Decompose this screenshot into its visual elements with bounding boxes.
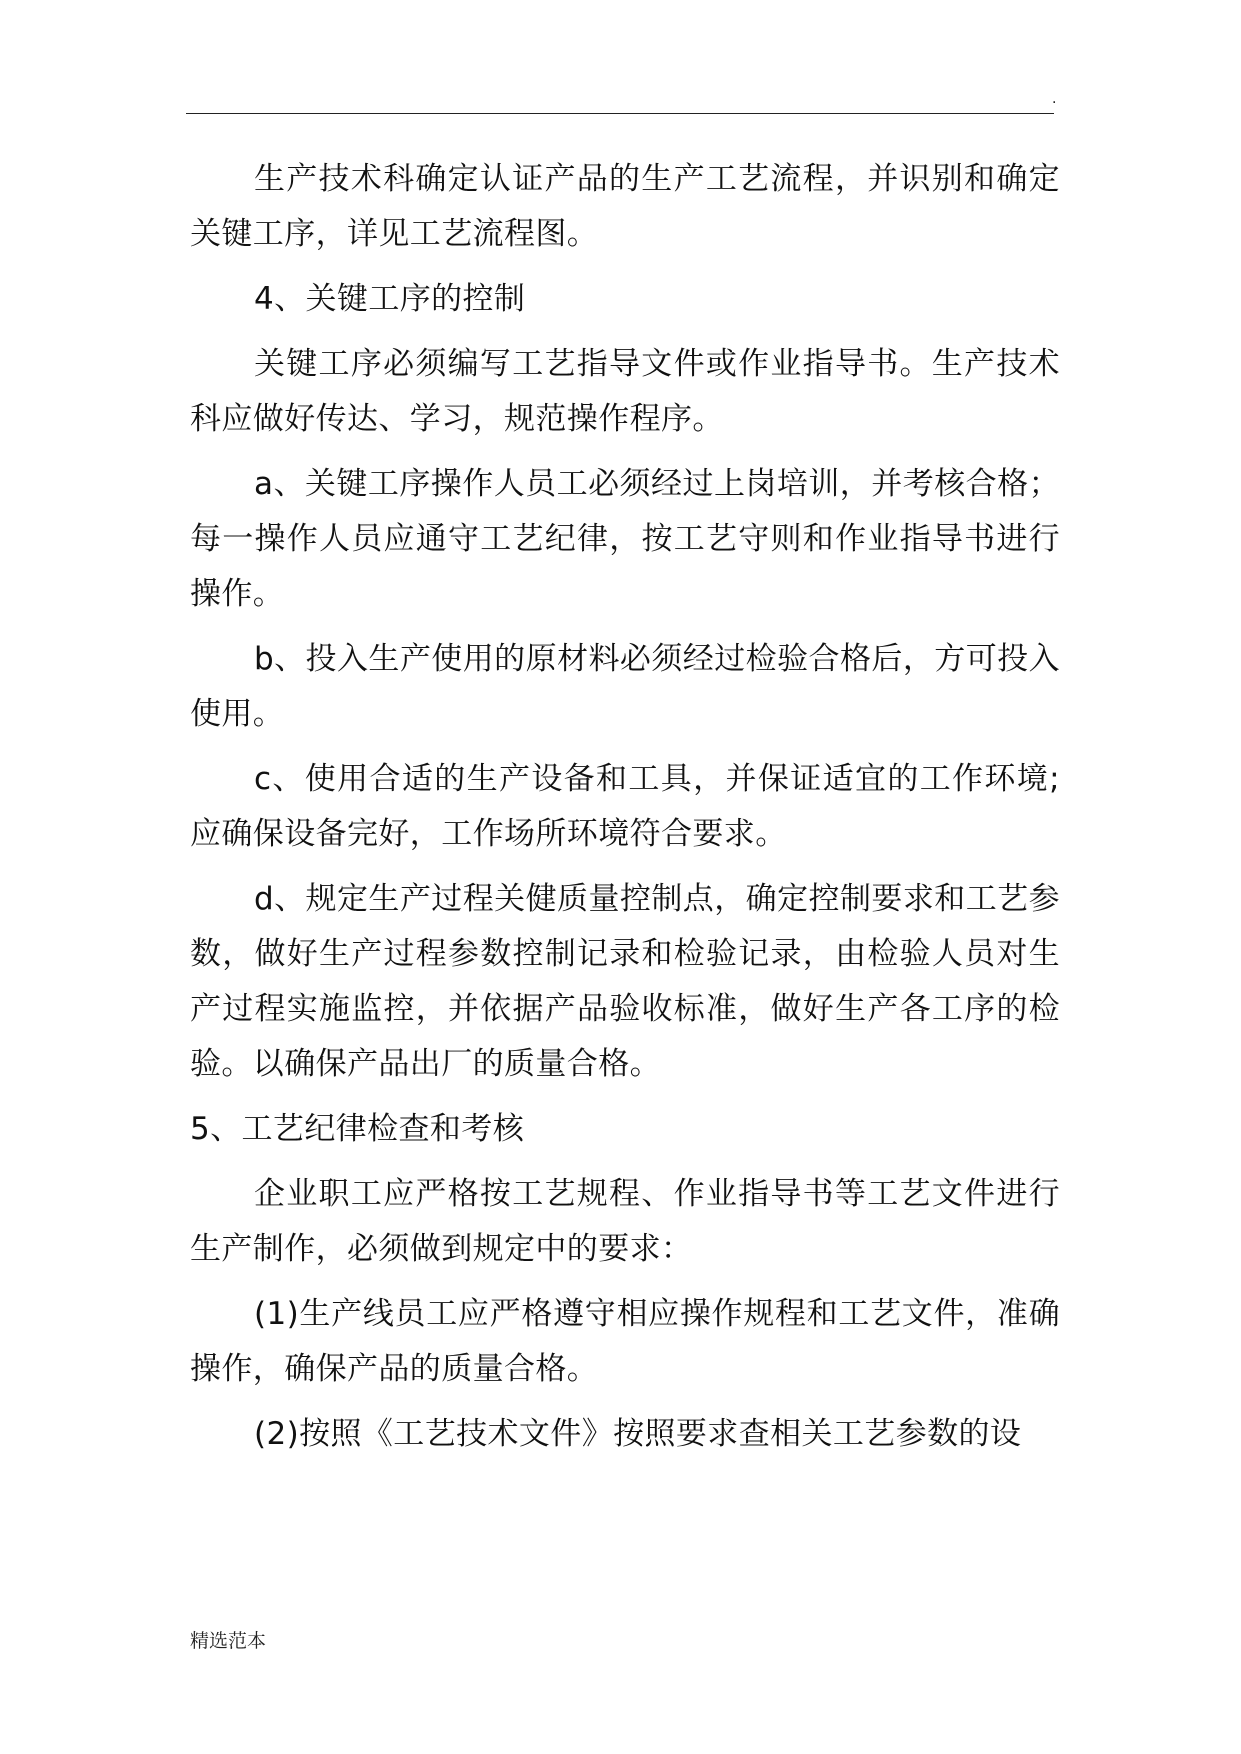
paragraph-10: (1)生产线员工应严格遵守相应操作规程和工艺文件，准确操作，确保产品的质量合格。	[190, 1296, 1060, 1387]
paragraph-3: 关键工序必须编写工艺指导文件或作业指导书。生产技术科应做好传达、学习，规范操作程序。	[190, 346, 1060, 437]
paragraph-4: a、关键工序操作人员工必须经过上岗培训，并考核合格；每一操作人员应通守工艺纪律，按工艺守则和作业指导书进行操作。	[190, 466, 1060, 612]
paragraph-6: c、使用合适的生产设备和工具，并保证适宜的工作环境;应确保设备完好，工作场所环境符合要求。	[190, 761, 1060, 852]
header-mark: .	[1052, 91, 1057, 107]
document-body	[190, 152, 1060, 1472]
footer-label: 精选范本	[190, 1630, 267, 1652]
paragraph-1: 生产技术科确定认证产品的生产工艺流程，并识别和确定关键工序，详见工艺流程图。	[190, 161, 1060, 252]
paragraph-7: d、规定生产过程关健质量控制点，确定控制要求和工艺参数，做好生产过程参数控制记录和检验记录，由检验人员对生产过程实施监控，并依据产品验收标准，做好生产各工序的检验。以确保产品出厂的质量合格。	[190, 881, 1060, 1082]
paragraph-5: b、投入生产使用的原材料必须经过检验合格后，方可投入使用。	[190, 641, 1060, 732]
paragraph-9: 企业职工应严格按工艺规程、作业指导书等工艺文件进行生产制作，必须做到规定中的要求：	[190, 1176, 1060, 1267]
paragraph-11: (2)按照《工艺技术文件》按照要求查相关工艺参数的设	[254, 1416, 1022, 1452]
paragraph-8-heading: 5、工艺纪律检查和考核	[190, 1111, 525, 1147]
header-rule	[186, 113, 1054, 114]
paragraph-2-heading: 4、关键工序的控制	[254, 281, 526, 317]
